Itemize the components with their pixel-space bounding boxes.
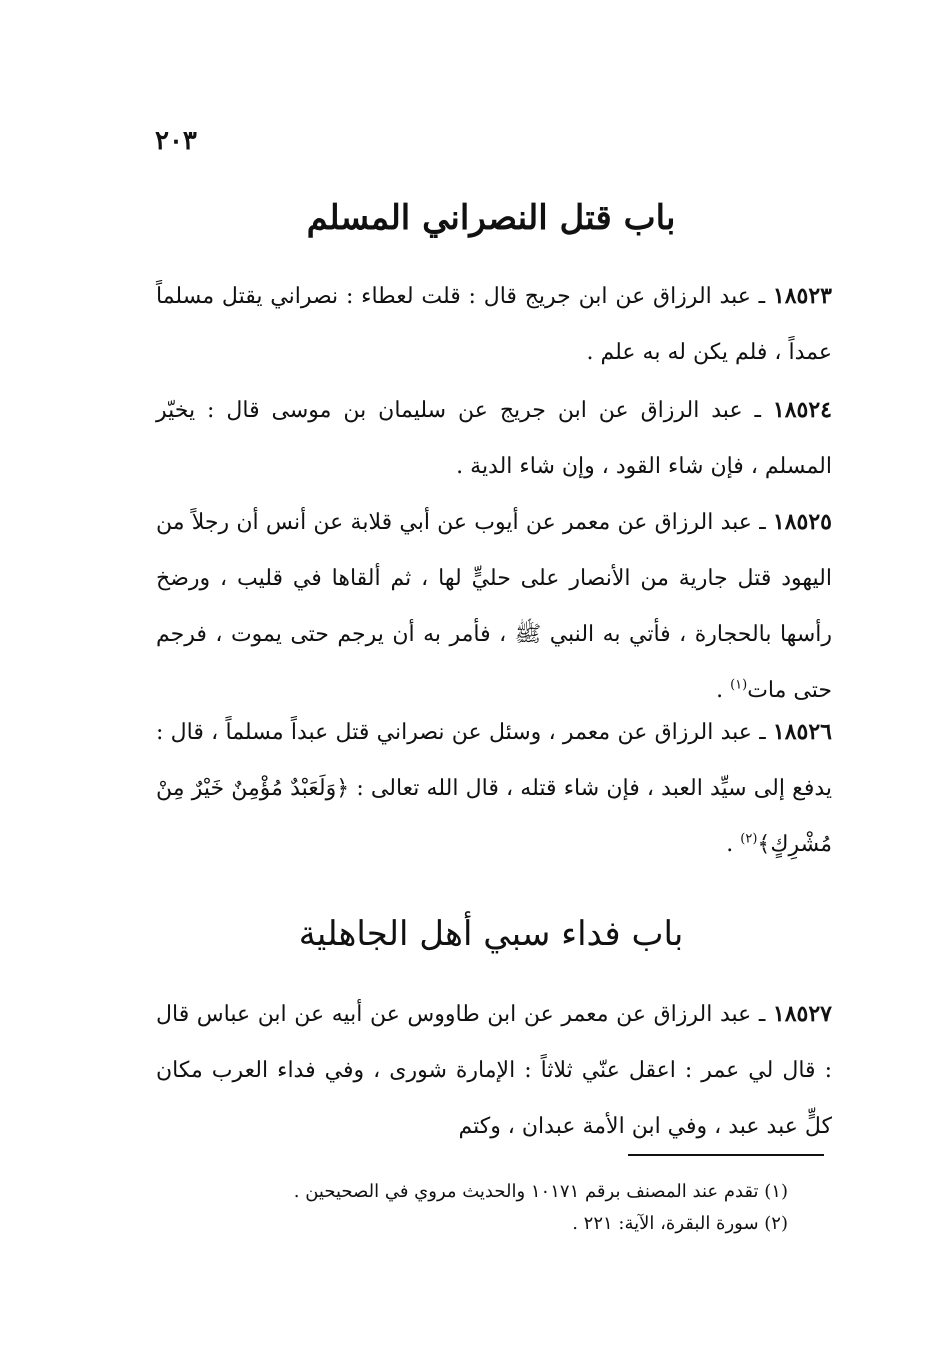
- hadith-number: ١٨٥٢٥: [772, 509, 832, 535]
- hadith-text-tail: .: [726, 832, 741, 857]
- dash: ـ: [754, 398, 761, 423]
- hadith-number: ١٨٥٢٦: [772, 719, 832, 745]
- hadith-paragraph: [156, 382, 832, 495]
- page-number: ٢٠٣: [155, 126, 197, 156]
- footnotes: [156, 1176, 788, 1240]
- footnote-ref[interactable]: (٢): [740, 831, 758, 847]
- hadith-text-tail: .: [716, 678, 731, 703]
- hadith-number: ١٨٥٢٧: [772, 1001, 832, 1027]
- hadith-paragraph: [156, 268, 832, 381]
- footnote-2: (٢) سورة البقرة، الآية: ٢٢١ .: [572, 1213, 788, 1234]
- hadith-number: ١٨٥٢٤: [772, 397, 832, 423]
- footnote-1: (١) تقدم عند المصنف برقم ١٠١٧١ والحديث مروي في الصحيحين .: [293, 1181, 788, 1202]
- hadith-text: عبد الرزاق عن معمر عن أيوب عن أبي قلابة عن أنس أن رجلاً من اليهود قتل جارية من الأنصار على حليٍّ لها ، ثم ألقاها في قليب ، ورضخ رأسها بالحجارة ، فأتي به النبي ﷺ ، فأمر به أن يرجم حتى يموت ، فرجم حتى مات: [156, 510, 832, 703]
- hadith-text: عبد الرزاق عن معمر عن ابن طاووس عن أبيه عن ابن عباس قال : قال لي عمر : اعقل عنّي ثلاثاً : الإمارة شورى ، وفي فداء العرب مكان كلٍّ عبد عبد ، وفي ابن الأمة عبدان ، وكتم: [156, 1002, 832, 1139]
- dash: ـ: [759, 720, 766, 745]
- hadith-number: ١٨٥٢٣: [772, 283, 832, 309]
- hadith-paragraph: [156, 704, 832, 873]
- footnote-ref[interactable]: (١): [730, 677, 748, 693]
- hadith-paragraph: [156, 494, 832, 719]
- hadith-text: عبد الرزاق عن ابن جريج قال : قلت لعطاء : نصراني يقتل مسلماً عمداً ، فلم يكن له به علم .: [156, 284, 832, 365]
- footnote-divider: [628, 1154, 824, 1156]
- section-title-ransom-of-captives: باب فداء سبي أهل الجاهلية: [298, 914, 684, 954]
- dash: ـ: [758, 1002, 766, 1027]
- hadith-text: عبد الرزاق عن ابن جريج عن سليمان بن موسى قال : يخيّر المسلم ، فإن شاء القود ، وإن شاء الدية .: [156, 398, 832, 479]
- hadith-paragraph: [156, 986, 832, 1155]
- hadith-text: عبد الرزاق عن معمر ، وسئل عن نصراني قتل عبداً مسلماً ، قال : يدفع إلى سيِّد العبد ، فإن شاء قتله ، قال الله تعالى : ﴿وَلَعَبْدٌ مُؤْمِنٌ خَيْرٌ مِنْ مُشْرِكٍ﴾: [156, 720, 832, 857]
- dash: ـ: [759, 510, 766, 535]
- section-title-murder-by-christian: باب قتل النصراني المسلم: [306, 198, 676, 238]
- dash: ـ: [758, 284, 766, 309]
